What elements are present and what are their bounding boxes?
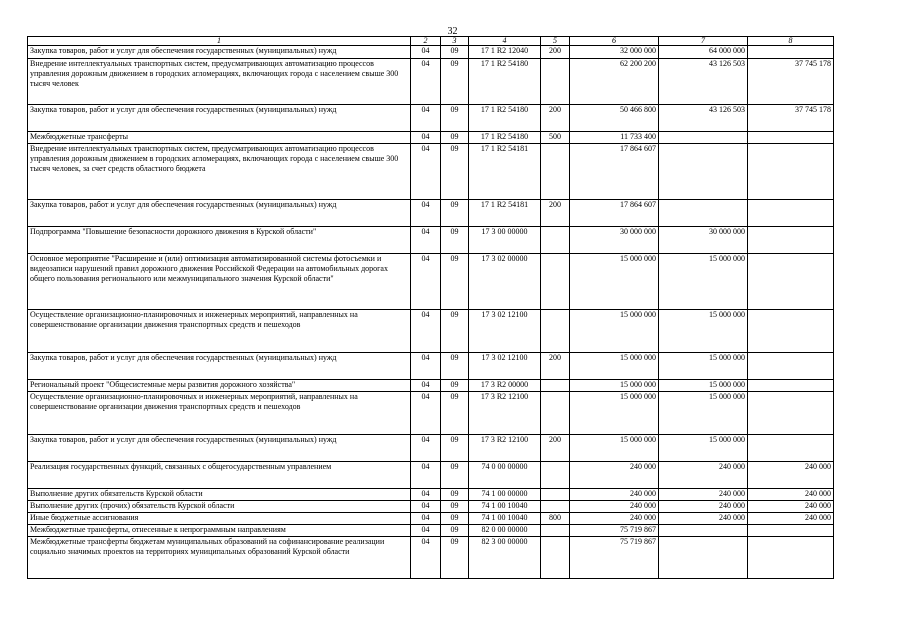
subsection-cell: 09 xyxy=(441,132,469,144)
expense-type-cell xyxy=(541,525,570,537)
subsection-cell: 09 xyxy=(441,537,469,579)
amount-col6-cell: 17 864 607 xyxy=(570,144,659,200)
header-cell: 1 xyxy=(28,37,411,46)
amount-col7-cell: 64 000 000 xyxy=(659,46,748,59)
amount-col7-cell xyxy=(659,200,748,227)
amount-col8-cell xyxy=(748,310,834,353)
amount-col6-cell: 240 000 xyxy=(570,501,659,513)
table-row xyxy=(28,462,834,489)
amount-col7-cell: 15 000 000 xyxy=(659,254,748,310)
description-cell: Закупка товаров, работ и услуг для обеспечения государственных (муниципальных) нужд xyxy=(28,200,411,227)
section-cell: 04 xyxy=(411,501,441,513)
header-cell: 6 xyxy=(570,37,659,46)
table-row xyxy=(28,380,834,392)
expense-type-cell: 800 xyxy=(541,513,570,525)
target-article-cell: 17 1 R2 54180 xyxy=(469,105,541,132)
section-cell: 04 xyxy=(411,353,441,380)
target-article-cell: 74 0 00 00000 xyxy=(469,462,541,489)
description-cell: Внедрение интеллектуальных транспортных систем, предусматривающих автоматизацию процессов управления дорожным движением в городских агломерациях, включающих города с населением свыше 300 тысяч человек, за счет средств областного бюджета xyxy=(28,144,411,200)
amount-col6-cell: 240 000 xyxy=(570,513,659,525)
amount-col6-cell: 32 000 000 xyxy=(570,46,659,59)
description-cell: Выполнение других обязательств Курской области xyxy=(28,489,411,501)
amount-col8-cell xyxy=(748,353,834,380)
table-row xyxy=(28,254,834,310)
table-row xyxy=(28,46,834,59)
description-cell: Осуществление организационно-планировочных и инженерных мероприятий, направленных на совершенствование организации движения транспортных средств и пешеходов xyxy=(28,310,411,353)
amount-col7-cell: 15 000 000 xyxy=(659,353,748,380)
section-cell: 04 xyxy=(411,254,441,310)
table-row xyxy=(28,353,834,380)
description-cell: Межбюджетные трансферты, отнесенные к непрограммным направлениям xyxy=(28,525,411,537)
description-cell: Закупка товаров, работ и услуг для обеспечения государственных (муниципальных) нужд xyxy=(28,353,411,380)
target-article-cell: 17 3 00 00000 xyxy=(469,227,541,254)
section-cell: 04 xyxy=(411,537,441,579)
target-article-cell: 74 1 00 10040 xyxy=(469,501,541,513)
description-cell: Подпрограмма "Повышение безопасности дорожного движения в Курской области" xyxy=(28,227,411,254)
amount-col8-cell: 240 000 xyxy=(748,462,834,489)
amount-col8-cell: 240 000 xyxy=(748,513,834,525)
amount-col7-cell xyxy=(659,525,748,537)
expense-type-cell xyxy=(541,310,570,353)
target-article-cell: 82 3 00 00000 xyxy=(469,537,541,579)
section-cell: 04 xyxy=(411,132,441,144)
header-cell: 5 xyxy=(541,37,570,46)
amount-col7-cell xyxy=(659,132,748,144)
description-cell: Межбюджетные трансферты xyxy=(28,132,411,144)
amount-col7-cell xyxy=(659,144,748,200)
section-cell: 04 xyxy=(411,513,441,525)
amount-col8-cell xyxy=(748,380,834,392)
expense-type-cell xyxy=(541,227,570,254)
amount-col7-cell: 15 000 000 xyxy=(659,392,748,435)
amount-col8-cell: 37 745 178 xyxy=(748,105,834,132)
amount-col7-cell: 15 000 000 xyxy=(659,310,748,353)
amount-col6-cell: 15 000 000 xyxy=(570,254,659,310)
section-cell: 04 xyxy=(411,105,441,132)
amount-col8-cell xyxy=(748,435,834,462)
target-article-cell: 17 1 R2 54181 xyxy=(469,144,541,200)
subsection-cell: 09 xyxy=(441,227,469,254)
amount-col7-cell: 240 000 xyxy=(659,501,748,513)
description-cell: Закупка товаров, работ и услуг для обеспечения государственных (муниципальных) нужд xyxy=(28,435,411,462)
amount-col6-cell: 15 000 000 xyxy=(570,353,659,380)
table-row xyxy=(28,392,834,435)
target-article-cell: 74 1 00 10040 xyxy=(469,513,541,525)
description-cell: Основное мероприятие "Расширение и (или) оптимизация автоматизированной системы фотосъемки и видеозаписи нарушений правил дорожного движения Российской Федерации на автомобильных дорогах общего пользования регионального или межмуниципального значения Курской области" xyxy=(28,254,411,310)
subsection-cell: 09 xyxy=(441,144,469,200)
expense-type-cell: 200 xyxy=(541,46,570,59)
amount-col8-cell xyxy=(748,254,834,310)
subsection-cell: 09 xyxy=(441,59,469,105)
expense-type-cell xyxy=(541,392,570,435)
target-article-cell: 74 1 00 00000 xyxy=(469,489,541,501)
amount-col6-cell: 17 864 607 xyxy=(570,200,659,227)
amount-col8-cell xyxy=(748,525,834,537)
table-row xyxy=(28,59,834,105)
amount-col6-cell: 75 719 867 xyxy=(570,537,659,579)
subsection-cell: 09 xyxy=(441,380,469,392)
expense-type-cell xyxy=(541,501,570,513)
table-row xyxy=(28,513,834,525)
description-cell: Межбюджетные трансферты бюджетам муниципальных образований на софинансирование реализации социально значимых проектов на территориях муниципальных образований Курской области xyxy=(28,537,411,579)
amount-col7-cell xyxy=(659,537,748,579)
amount-col8-cell: 240 000 xyxy=(748,489,834,501)
expense-type-cell xyxy=(541,537,570,579)
section-cell: 04 xyxy=(411,200,441,227)
amount-col7-cell: 43 126 503 xyxy=(659,105,748,132)
expense-type-cell: 200 xyxy=(541,105,570,132)
table-row xyxy=(28,489,834,501)
expense-type-cell xyxy=(541,462,570,489)
target-article-cell: 17 3 02 12100 xyxy=(469,353,541,380)
subsection-cell: 09 xyxy=(441,200,469,227)
target-article-cell: 17 1 R2 54180 xyxy=(469,59,541,105)
target-article-cell: 17 3 R2 12100 xyxy=(469,392,541,435)
page-number: 32 xyxy=(447,26,458,37)
subsection-cell: 09 xyxy=(441,353,469,380)
amount-col6-cell: 11 733 400 xyxy=(570,132,659,144)
amount-col6-cell: 15 000 000 xyxy=(570,310,659,353)
header-cell: 7 xyxy=(659,37,748,46)
description-cell: Иные бюджетные ассигнования xyxy=(28,513,411,525)
amount-col7-cell: 240 000 xyxy=(659,462,748,489)
table-body xyxy=(28,37,834,579)
table-row xyxy=(28,144,834,200)
amount-col7-cell: 43 126 503 xyxy=(659,59,748,105)
table-row xyxy=(28,525,834,537)
section-cell: 04 xyxy=(411,489,441,501)
table-row xyxy=(28,310,834,353)
description-cell: Закупка товаров, работ и услуг для обеспечения государственных (муниципальных) нужд xyxy=(28,46,411,59)
amount-col7-cell: 15 000 000 xyxy=(659,380,748,392)
header-cell: 3 xyxy=(441,37,469,46)
amount-col8-cell xyxy=(748,392,834,435)
subsection-cell: 09 xyxy=(441,525,469,537)
header-cell: 8 xyxy=(748,37,834,46)
subsection-cell: 09 xyxy=(441,254,469,310)
target-article-cell: 17 1 R2 54181 xyxy=(469,200,541,227)
table-row xyxy=(28,105,834,132)
expense-type-cell xyxy=(541,59,570,105)
amount-col8-cell xyxy=(748,537,834,579)
table-row xyxy=(28,435,834,462)
amount-col8-cell xyxy=(748,46,834,59)
table-row xyxy=(28,132,834,144)
header-row xyxy=(28,37,834,46)
amount-col8-cell xyxy=(748,132,834,144)
subsection-cell: 09 xyxy=(441,435,469,462)
expense-type-cell xyxy=(541,489,570,501)
subsection-cell: 09 xyxy=(441,392,469,435)
subsection-cell: 09 xyxy=(441,501,469,513)
target-article-cell: 17 3 R2 12100 xyxy=(469,435,541,462)
target-article-cell: 17 3 02 00000 xyxy=(469,254,541,310)
amount-col6-cell: 15 000 000 xyxy=(570,392,659,435)
amount-col8-cell xyxy=(748,144,834,200)
expense-type-cell xyxy=(541,254,570,310)
amount-col8-cell xyxy=(748,200,834,227)
target-article-cell: 17 3 02 12100 xyxy=(469,310,541,353)
section-cell: 04 xyxy=(411,310,441,353)
subsection-cell: 09 xyxy=(441,310,469,353)
section-cell: 04 xyxy=(411,227,441,254)
amount-col6-cell: 240 000 xyxy=(570,462,659,489)
target-article-cell: 17 3 R2 00000 xyxy=(469,380,541,392)
amount-col8-cell: 37 745 178 xyxy=(748,59,834,105)
amount-col8-cell xyxy=(748,227,834,254)
table-row xyxy=(28,501,834,513)
description-cell: Реализация государственных функций, связанных с общегосударственным управлением xyxy=(28,462,411,489)
amount-col7-cell: 240 000 xyxy=(659,513,748,525)
description-cell: Внедрение интеллектуальных транспортных систем, предусматривающих автоматизацию процессов управления дорожным движением в городских агломерациях, включающих города с населением свыше 300 тысяч человек xyxy=(28,59,411,105)
subsection-cell: 09 xyxy=(441,105,469,132)
table-row xyxy=(28,200,834,227)
target-article-cell: 17 1 R2 54180 xyxy=(469,132,541,144)
expense-type-cell xyxy=(541,144,570,200)
amount-col8-cell: 240 000 xyxy=(748,501,834,513)
amount-col6-cell: 50 466 800 xyxy=(570,105,659,132)
description-cell: Выполнение других (прочих) обязательств Курской области xyxy=(28,501,411,513)
section-cell: 04 xyxy=(411,525,441,537)
section-cell: 04 xyxy=(411,144,441,200)
expense-type-cell: 200 xyxy=(541,200,570,227)
section-cell: 04 xyxy=(411,462,441,489)
target-article-cell: 17 1 R2 12040 xyxy=(469,46,541,59)
description-cell: Региональный проект "Общесистемные меры развития дорожного хозяйства" xyxy=(28,380,411,392)
amount-col7-cell: 15 000 000 xyxy=(659,435,748,462)
section-cell: 04 xyxy=(411,46,441,59)
amount-col7-cell: 30 000 000 xyxy=(659,227,748,254)
budget-table xyxy=(27,36,834,579)
header-cell: 4 xyxy=(469,37,541,46)
table-row xyxy=(28,227,834,254)
table-row xyxy=(28,537,834,579)
section-cell: 04 xyxy=(411,392,441,435)
amount-col6-cell: 15 000 000 xyxy=(570,380,659,392)
amount-col6-cell: 15 000 000 xyxy=(570,435,659,462)
amount-col7-cell: 240 000 xyxy=(659,489,748,501)
amount-col6-cell: 62 200 200 xyxy=(570,59,659,105)
amount-col6-cell: 30 000 000 xyxy=(570,227,659,254)
subsection-cell: 09 xyxy=(441,46,469,59)
amount-col6-cell: 240 000 xyxy=(570,489,659,501)
amount-col6-cell: 75 719 867 xyxy=(570,525,659,537)
subsection-cell: 09 xyxy=(441,489,469,501)
section-cell: 04 xyxy=(411,435,441,462)
description-cell: Закупка товаров, работ и услуг для обеспечения государственных (муниципальных) нужд xyxy=(28,105,411,132)
expense-type-cell: 500 xyxy=(541,132,570,144)
description-cell: Осуществление организационно-планировочных и инженерных мероприятий, направленных на совершенствование организации движения транспортных средств и пешеходов xyxy=(28,392,411,435)
expense-type-cell: 200 xyxy=(541,435,570,462)
section-cell: 04 xyxy=(411,59,441,105)
subsection-cell: 09 xyxy=(441,513,469,525)
header-cell: 2 xyxy=(411,37,441,46)
target-article-cell: 82 0 00 00000 xyxy=(469,525,541,537)
subsection-cell: 09 xyxy=(441,462,469,489)
expense-type-cell: 200 xyxy=(541,353,570,380)
section-cell: 04 xyxy=(411,380,441,392)
expense-type-cell xyxy=(541,380,570,392)
